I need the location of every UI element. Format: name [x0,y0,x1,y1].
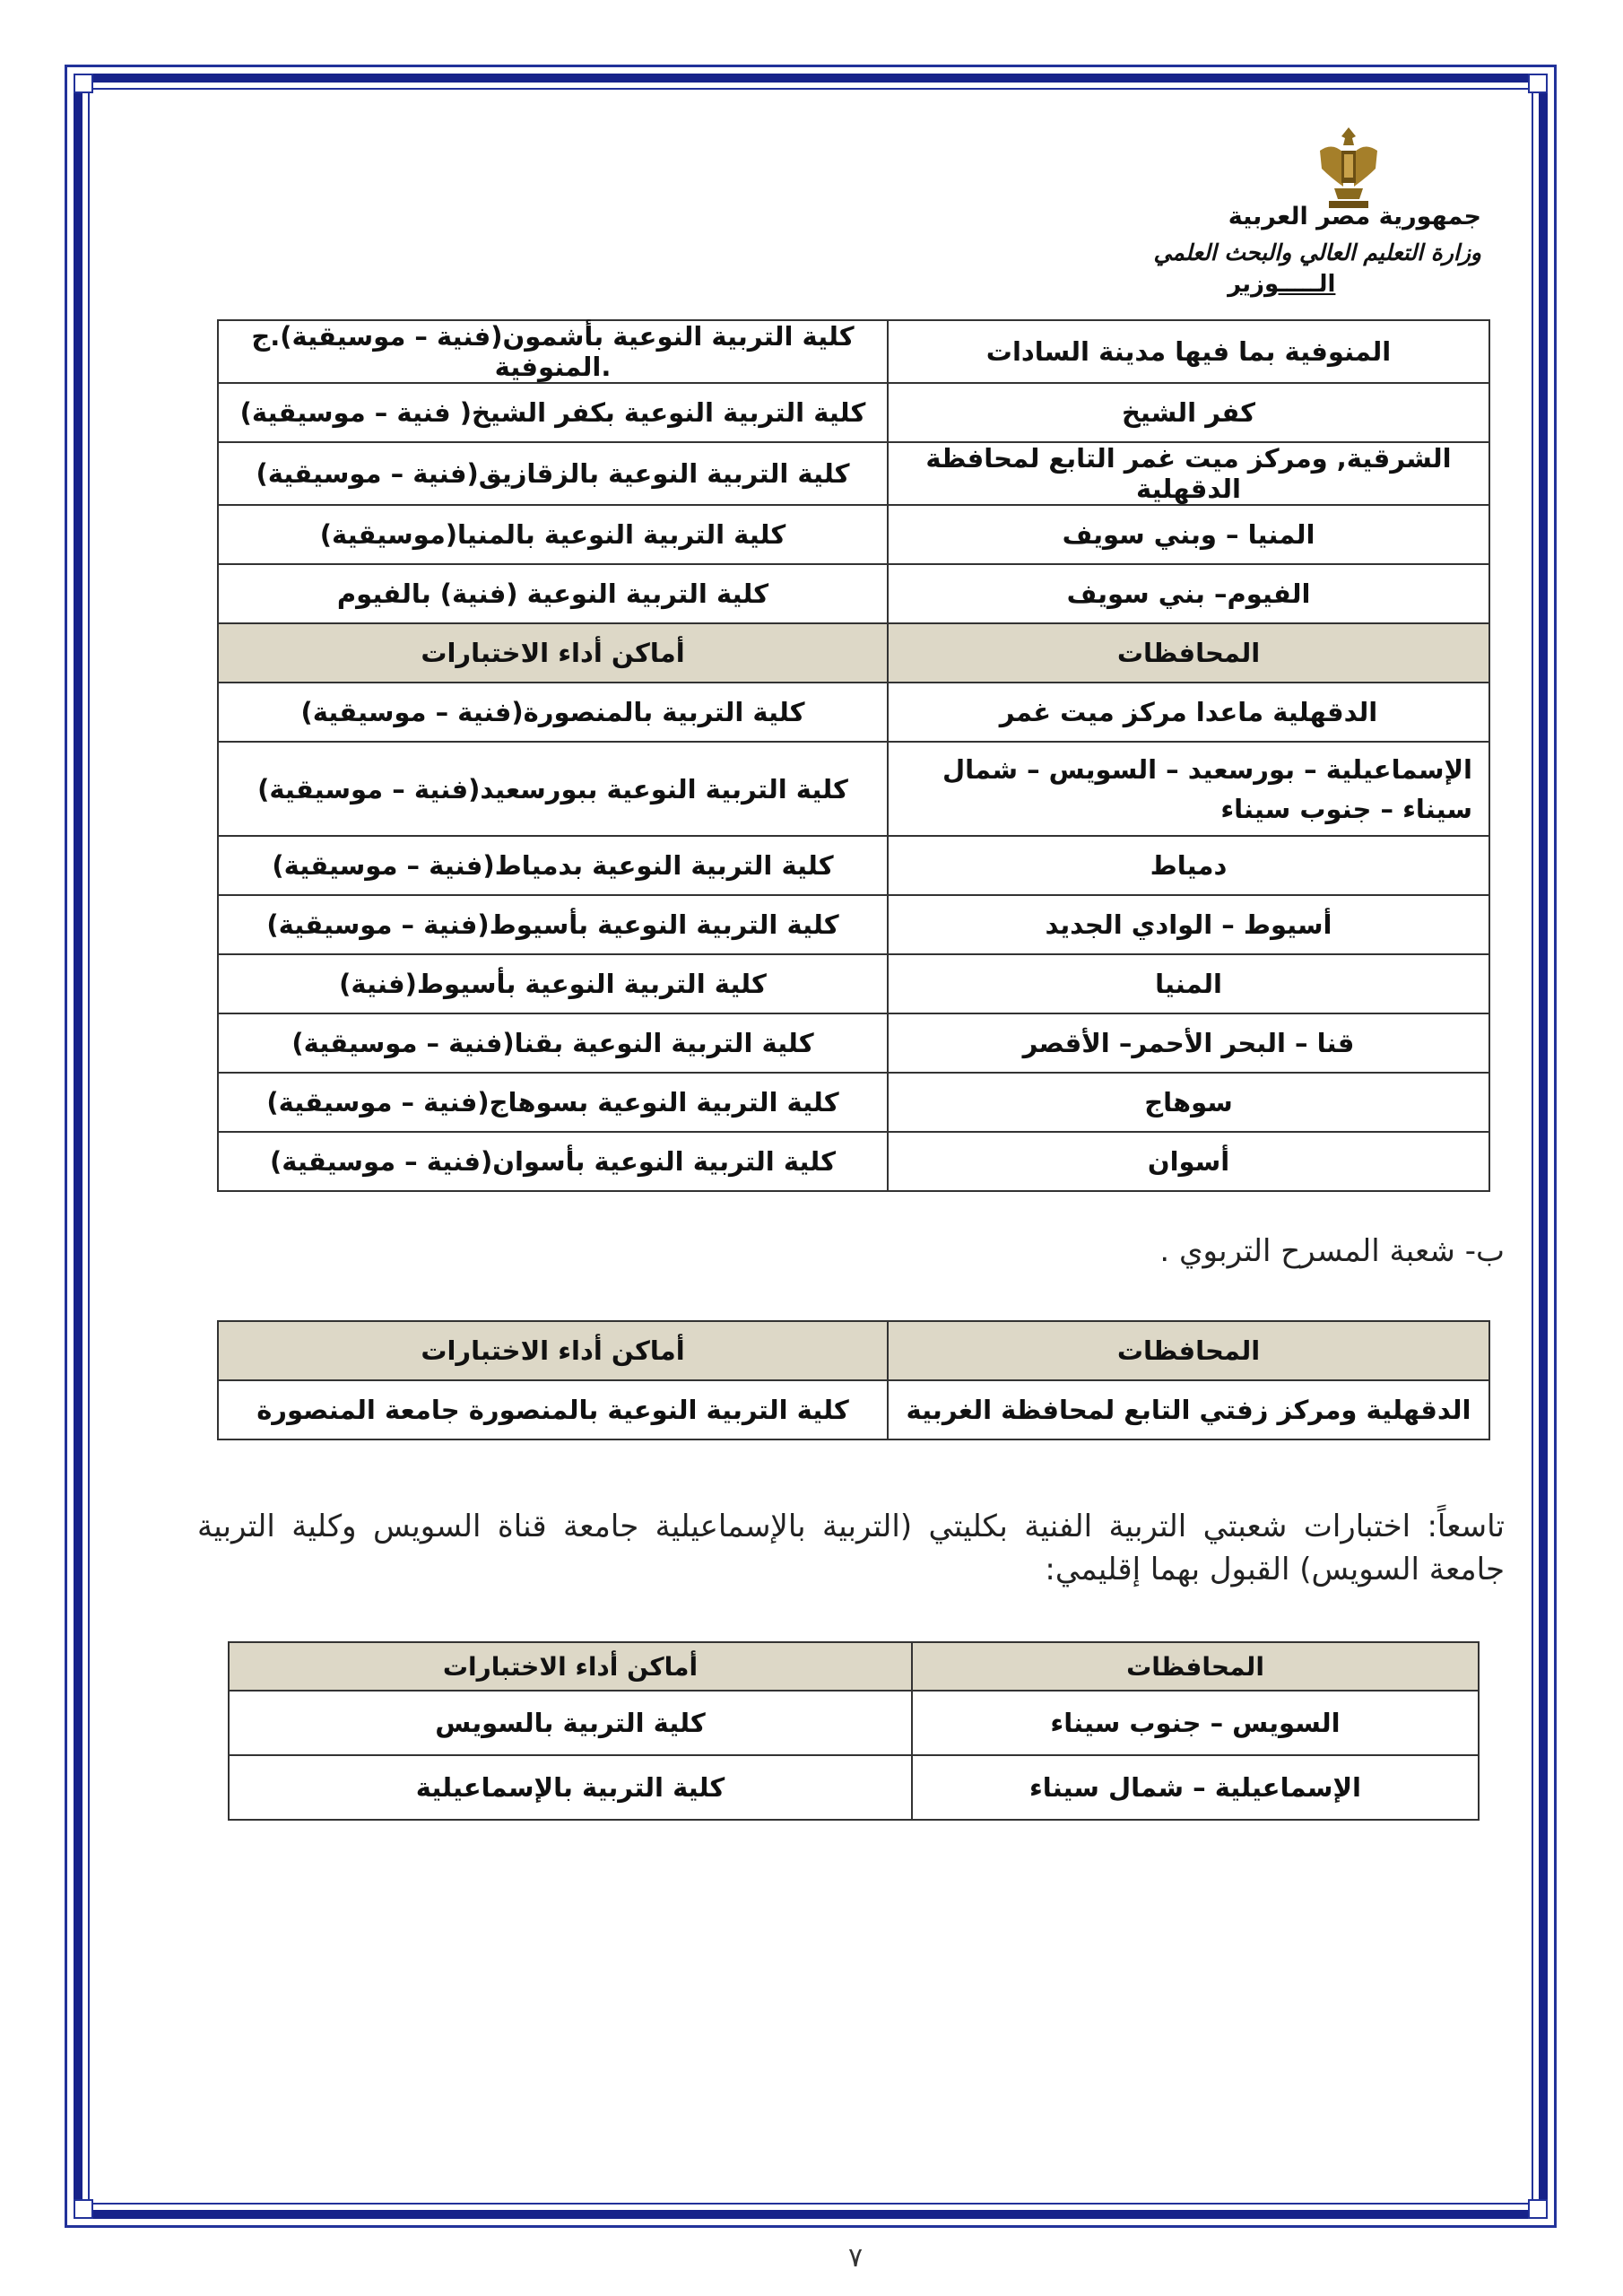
table-row [229,1755,1479,1820]
ministry-name: وزارة التعليم العالي والبحث العلمي [1153,239,1481,265]
column-header-governorates: المحافظات [912,1642,1479,1691]
exam-place-cell: كلية التربية بالإسماعيلية [229,1755,912,1820]
exam-place-cell: كلية التربية النوعية بأشمون(فنية – موسيقية).ج .المنوفية [218,320,888,383]
governorate-cell: الدقهلية ومركز زفتي التابع لمحافظة الغربية [888,1380,1489,1439]
exam-locations-table [217,319,1490,1192]
exam-place-cell: كلية التربية النوعية بالمنيا(موسيقية) [218,505,888,564]
exam-place-cell: كلية التربية النوعية بكفر الشيخ( فنية – موسيقية) [218,383,888,442]
governorate-cell: دمياط [888,836,1489,895]
governorate-cell: الإسماعيلية – شمال سيناء [912,1755,1479,1820]
table-row [218,1132,1489,1191]
table-row [218,383,1489,442]
exam-place-cell: كلية التربية النوعية بالزقازيق(فنية – موسيقية) [218,442,888,505]
country-name: جمهورية مصر العربية [1228,203,1481,230]
table-row [218,442,1489,505]
art-education-exam-table [228,1641,1480,1821]
table-row [218,895,1489,954]
table-row [218,1073,1489,1132]
table-row [218,505,1489,564]
table-row [218,564,1489,623]
corner-ornament [1528,2199,1548,2219]
governorate-cell: السويس – جنوب سيناء [912,1691,1479,1755]
exam-place-cell: كلية التربية بالمنصورة(فنية – موسيقية) [218,683,888,742]
governorate-cell: سوهاج [888,1073,1489,1132]
table-header-row [218,1321,1489,1380]
governorate-cell: كفر الشيخ [888,383,1489,442]
column-header-governorates: المحافظات [888,623,1489,683]
exam-place-cell: كلية التربية النوعية بأسيوط(فنية) [218,954,888,1013]
governorate-cell: الدقهلية ماعدا مركز ميت غمر [888,683,1489,742]
table-row [229,1691,1479,1755]
governorate-cell: أسوان [888,1132,1489,1191]
column-header-exam-places: أماكن أداء الاختبارات [218,623,888,683]
corner-ornament [74,74,93,93]
governorate-cell: الشرقية, ومركز ميت غمر التابع لمحافظة الدقهلية [888,442,1489,505]
ministry-header [1154,199,1481,298]
exam-place-cell: كلية التربية النوعية (فنية) بالفيوم [218,564,888,623]
governorate-cell: قنا – البحر الأحمر– الأقصر [888,1013,1489,1073]
table-header-row [229,1642,1479,1691]
governorate-cell: أسيوط – الوادي الجديد [888,895,1489,954]
table-row [218,954,1489,1013]
exam-place-cell: كلية التربية النوعية بسوهاج(فنية – موسيقية) [218,1073,888,1132]
column-header-exam-places: أماكن أداء الاختبارات [218,1321,888,1380]
page-number: ٧ [848,2242,864,2274]
governorate-cell: الفيوم– بني سويف [888,564,1489,623]
column-header-exam-places: أماكن أداء الاختبارات [229,1642,912,1691]
governorate-cell: المنوفية بما فيها مدينة السادات [888,320,1489,383]
table-row [218,1380,1489,1439]
table-row [218,742,1489,836]
exam-place-cell: كلية التربية النوعية بأسيوط(فنية – موسيقية) [218,895,888,954]
table-row [218,320,1489,383]
section-9-paragraph: تاسعاً: اختبارات شعبتي التربية الفنية بكليتي (التربية بالإسماعيلية جامعة قناة السويس وكلية التربية جامعة السويس) القبول بهما إقليمي: [197,1509,1505,1587]
minister-title: الـــــوزير [1228,271,1336,298]
section-b-heading: ب- شعبة المسرح التربوي . [1159,1233,1505,1269]
column-header-governorates: المحافظات [888,1321,1489,1380]
governorate-cell: الإسماعيلية – بورسعيد – السويس – شمال سيناء – جنوب سيناء [888,742,1489,836]
table-row [218,1013,1489,1073]
table-header-row [218,623,1489,683]
corner-ornament [74,2199,93,2219]
table-row [218,683,1489,742]
exam-place-cell: كلية التربية النوعية ببورسعيد(فنية – موسيقية) [218,742,888,836]
governorate-cell: المنيا – وبني سويف [888,505,1489,564]
exam-place-cell: كلية التربية النوعية بأسوان(فنية – موسيقية) [218,1132,888,1191]
corner-ornament [1528,74,1548,93]
table-row [218,836,1489,895]
theatre-exam-table [217,1320,1490,1440]
exam-place-cell: كلية التربية النوعية بالمنصورة جامعة المنصورة [218,1380,888,1439]
governorate-cell: المنيا [888,954,1489,1013]
exam-place-cell: كلية التربية النوعية بقنا(فنية – موسيقية) [218,1013,888,1073]
exam-place-cell: كلية التربية بالسويس [229,1691,912,1755]
exam-place-cell: كلية التربية النوعية بدمياط(فنية – موسيقية) [218,836,888,895]
